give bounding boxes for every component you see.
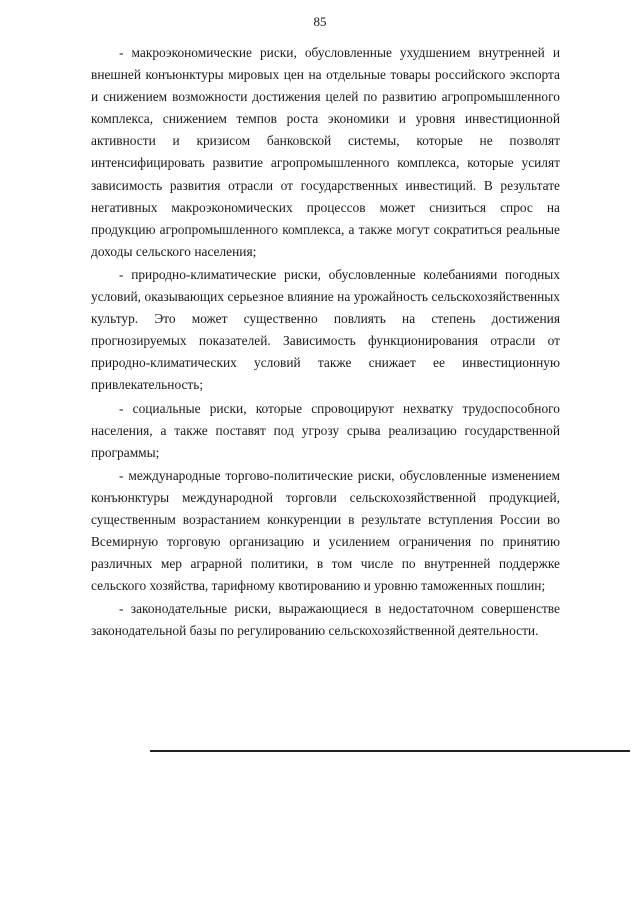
- paragraph-macroeconomic-risks: - макроэкономические риски, обусловленные ухудшением внутренней и внешней конъюнктуры мировых цен на отдельные товары российского экспорта и снижением возможности достижения целей по развитию агропромышленного комплекса, снижением темпов роста экономики и уровня инвестиционной активности и кризисом банковской системы, которые не позволят интенсифицировать развитие агропромышленного комплекса, которые усилят зависимость развития отрасли от государственных инвестиций. В результате негативных макроэкономических процессов может снизиться спрос на продукцию агропромышленного комплекса, а также могут сократиться реальные доходы сельского населения;: [91, 45, 560, 259]
- bottom-divider-line: [150, 750, 630, 752]
- document-body: [91, 42, 560, 644]
- paragraph-legislative-risks: - законодательные риски, выражающиеся в недостаточном совершенстве законодательной базы по регулированию сельскохозяйственной деятельности.: [91, 601, 560, 639]
- paragraph-social-risks: - социальные риски, которые спровоцируют нехватку трудоспособного населения, а также поставят под угрозу срыва реализацию государственной программы;: [91, 400, 560, 460]
- paragraph-climatic-risks: - природно-климатические риски, обусловленные колебаниями погодных условий, оказывающих серьезное влияние на урожайность сельскохозяйственных культур. Это может существенно повлиять на степень достижения прогнозируемых показателей. Зависимость функционирования отрасли от природно-климатических условий также снижает ее инвестиционную привлекательность;: [91, 266, 560, 393]
- page-number: 85: [313, 14, 327, 29]
- paragraph-trade-political-risks: - международные торгово-политические риски, обусловленные изменением конъюнктуры международной торговли сельскохозяйственной продукцией, существенным возрастанием конкуренции в результате вступления России во Всемирную торговую организацию и усилением ограничения по принятию различных мер аграрной политики, в том числе по внутренней поддержке сельского хозяйства, тарифному квотированию и уровню таможенных пошлин;: [91, 467, 560, 594]
